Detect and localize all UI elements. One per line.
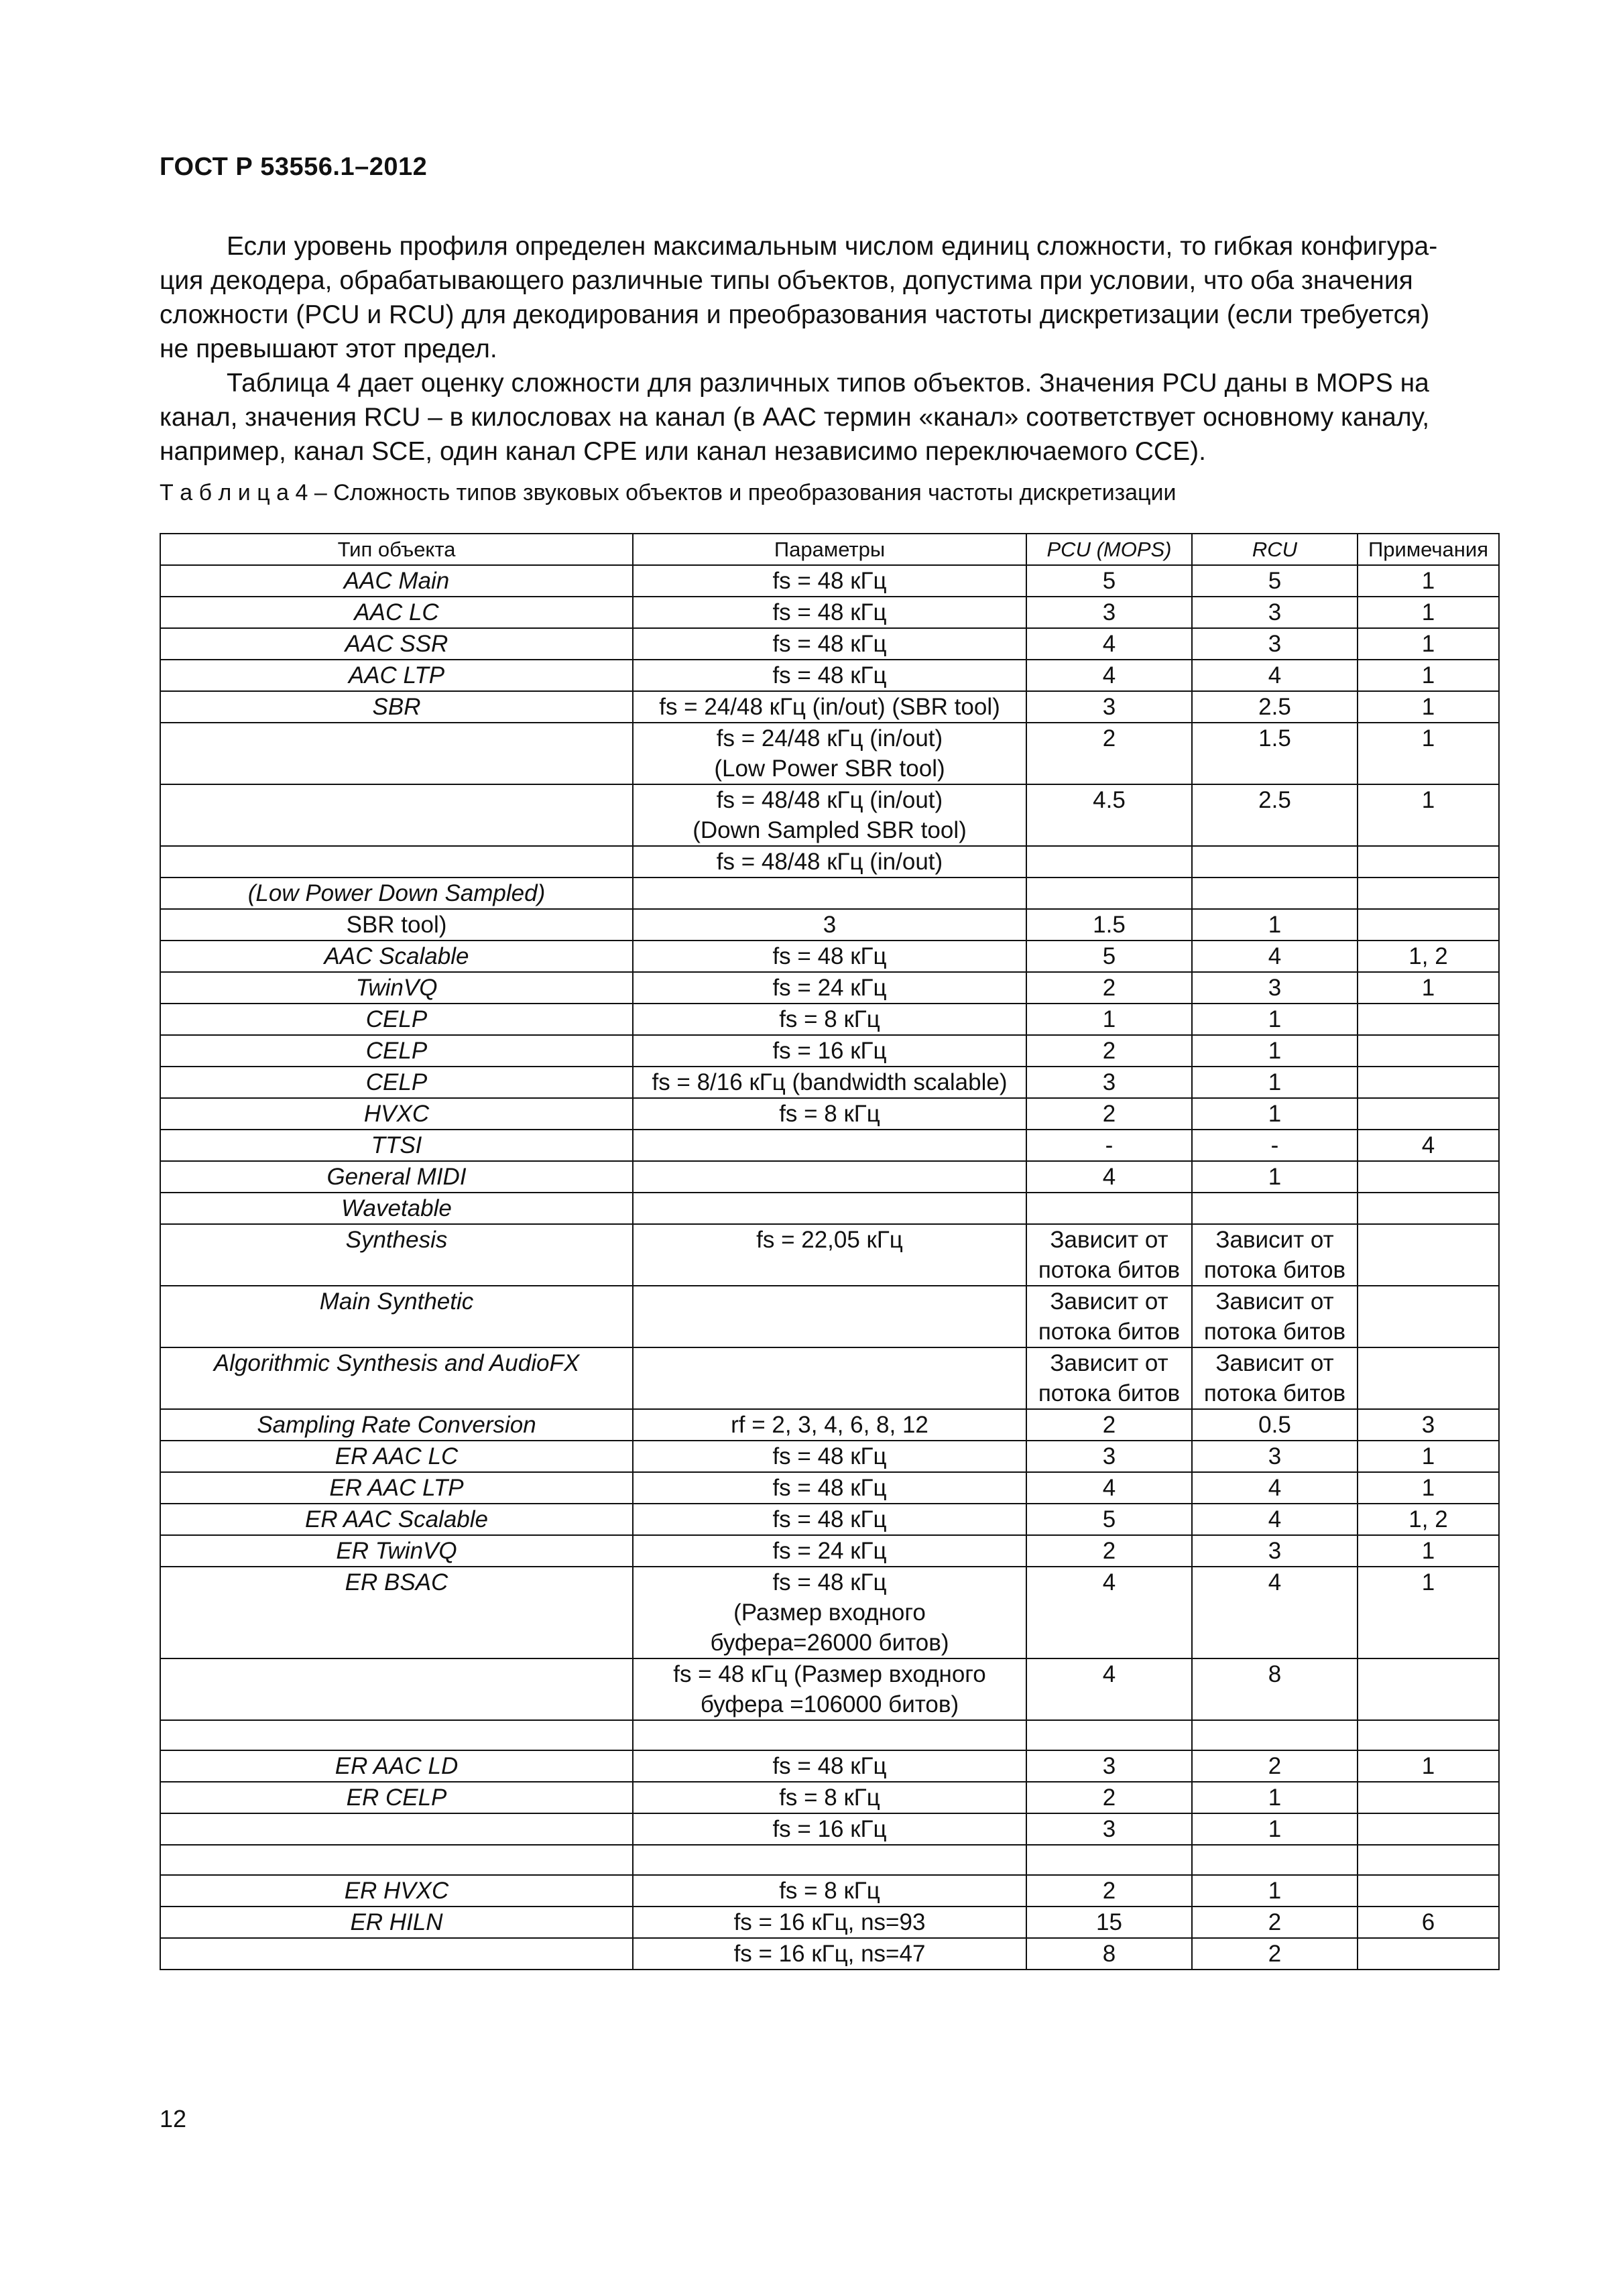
cell-notes: [1358, 1720, 1499, 1750]
cell-notes: [1358, 878, 1499, 909]
paragraph-2-line: например, канал SCE, один канал CPE или канал независимо переключаемого CCE).: [160, 437, 1206, 466]
cell-pcu: 2: [1026, 723, 1192, 784]
cell-object-type: Synthesis: [160, 1224, 633, 1286]
cell-rcu: 3: [1192, 628, 1358, 660]
cell-rcu: [1192, 1193, 1358, 1224]
cell-parameters: fs = 48 кГц (Размер входного буфера =106000 битов): [633, 1658, 1026, 1720]
cell-notes: [1358, 1875, 1499, 1907]
cell-pcu: -: [1026, 1130, 1192, 1161]
cell-pcu: 4: [1026, 1472, 1192, 1504]
cell-rcu: 3: [1192, 972, 1358, 1004]
cell-rcu: 3: [1192, 1535, 1358, 1567]
cell-pcu: 8: [1026, 1938, 1192, 1970]
cell-object-type: ER AAC LC: [160, 1441, 633, 1472]
cell-notes: [1358, 1193, 1499, 1224]
cell-rcu: 4: [1192, 660, 1358, 691]
paragraph-2: [160, 366, 1498, 469]
cell-pcu: 2: [1026, 1035, 1192, 1067]
cell-notes: [1358, 1813, 1499, 1845]
paragraph-2-line: канал, значения RCU – в килословах на канал (в AAC термин «канал» соответствует основному каналу,: [160, 403, 1430, 432]
cell-notes: [1358, 1098, 1499, 1130]
cell-rcu: 4: [1192, 1472, 1358, 1504]
paragraph-2-line: Таблица 4 дает оценку сложности для различных типов объектов. Значения PCU даны в MOPS на: [227, 369, 1429, 398]
cell-notes: [1358, 1161, 1499, 1193]
cell-rcu: 1: [1192, 1813, 1358, 1845]
cell-rcu: 2: [1192, 1907, 1358, 1938]
cell-rcu: 1: [1192, 909, 1358, 941]
cell-rcu: 2: [1192, 1938, 1358, 1970]
table-row: [160, 1938, 1499, 1970]
cell-object-type: [160, 1938, 633, 1970]
cell-notes: [1358, 1845, 1499, 1875]
cell-rcu: 0.5: [1192, 1409, 1358, 1441]
cell-parameters: fs = 48 кГц: [633, 628, 1026, 660]
cell-pcu: 1.5: [1026, 909, 1192, 941]
cell-notes: 1: [1358, 565, 1499, 597]
cell-parameters: fs = 24/48 кГц (in/out) (SBR tool): [633, 691, 1026, 723]
cell-notes: [1358, 1035, 1499, 1067]
complexity-table: [160, 533, 1500, 1970]
cell-notes: [1358, 909, 1499, 941]
cell-notes: 1: [1358, 1535, 1499, 1567]
cell-object-type: [160, 1658, 633, 1720]
cell-parameters: [633, 1845, 1026, 1875]
table-row: [160, 1720, 1499, 1750]
cell-rcu: 1: [1192, 1098, 1358, 1130]
cell-rcu: 4: [1192, 941, 1358, 972]
cell-rcu: 5: [1192, 565, 1358, 597]
table-body: [160, 565, 1499, 1970]
cell-object-type: AAC LC: [160, 597, 633, 628]
cell-pcu: [1026, 1720, 1192, 1750]
cell-notes: 1: [1358, 597, 1499, 628]
table-row: [160, 1875, 1499, 1907]
table-row: [160, 1504, 1499, 1535]
table-row: [160, 1813, 1499, 1845]
cell-parameters: fs = 24 кГц: [633, 972, 1026, 1004]
table-header-row: [160, 534, 1499, 565]
cell-notes: 1, 2: [1358, 1504, 1499, 1535]
table-row: [160, 1782, 1499, 1813]
cell-pcu: 3: [1026, 1067, 1192, 1098]
cell-pcu: 3: [1026, 1750, 1192, 1782]
cell-object-type: [160, 1845, 633, 1875]
cell-parameters: fs = 16 кГц: [633, 1035, 1026, 1067]
cell-object-type: [160, 723, 633, 784]
cell-parameters: fs = 24/48 кГц (in/out) (Low Power SBR tool): [633, 723, 1026, 784]
cell-parameters: fs = 16 кГц, ns=93: [633, 1907, 1026, 1938]
cell-pcu: 15: [1026, 1907, 1192, 1938]
cell-parameters: fs = 48 кГц: [633, 1750, 1026, 1782]
cell-object-type: ER CELP: [160, 1782, 633, 1813]
cell-parameters: [633, 1347, 1026, 1409]
paragraph-1-line: сложности (PCU и RCU) для декодирования и преобразования частоты дискретизации (если требуется): [160, 300, 1430, 329]
cell-pcu: 2: [1026, 1875, 1192, 1907]
cell-object-type: ER TwinVQ: [160, 1535, 633, 1567]
cell-parameters: fs = 8 кГц: [633, 1098, 1026, 1130]
table-row: [160, 1845, 1499, 1875]
cell-parameters: [633, 1193, 1026, 1224]
cell-rcu: 1: [1192, 1782, 1358, 1813]
table-row: [160, 846, 1499, 878]
header-rcu: RCU: [1192, 534, 1358, 565]
cell-pcu: 1: [1026, 1004, 1192, 1035]
cell-notes: 1: [1358, 628, 1499, 660]
table-row: [160, 1409, 1499, 1441]
cell-object-type: SBR: [160, 691, 633, 723]
cell-notes: 1, 2: [1358, 941, 1499, 972]
cell-parameters: fs = 48 кГц: [633, 1504, 1026, 1535]
table-row: [160, 784, 1499, 846]
table-row: [160, 909, 1499, 941]
cell-parameters: fs = 48 кГц (Размер входного буфера=26000 битов): [633, 1567, 1026, 1658]
cell-object-type: Algorithmic Synthesis and AudioFX: [160, 1347, 633, 1409]
paragraph-1-line: ция декодера, обрабатывающего различные типы объектов, допустима при условии, что оба значения: [160, 266, 1413, 295]
cell-rcu: 2.5: [1192, 784, 1358, 846]
cell-parameters: fs = 8 кГц: [633, 1875, 1026, 1907]
cell-object-type: CELP: [160, 1004, 633, 1035]
cell-notes: 1: [1358, 784, 1499, 846]
cell-parameters: fs = 48 кГц: [633, 1441, 1026, 1472]
table-row: [160, 1907, 1499, 1938]
cell-rcu: [1192, 1845, 1358, 1875]
cell-pcu: 2: [1026, 1535, 1192, 1567]
cell-notes: 1: [1358, 1567, 1499, 1658]
cell-object-type: ER HVXC: [160, 1875, 633, 1907]
cell-object-type: General MIDI: [160, 1161, 633, 1193]
cell-object-type: AAC SSR: [160, 628, 633, 660]
cell-object-type: SBR tool): [160, 909, 633, 941]
cell-object-type: AAC Scalable: [160, 941, 633, 972]
table-row: [160, 660, 1499, 691]
table-row: [160, 628, 1499, 660]
cell-parameters: fs = 22,05 кГц: [633, 1224, 1026, 1286]
cell-object-type: ER HILN: [160, 1907, 633, 1938]
table-row: [160, 1535, 1499, 1567]
cell-parameters: fs = 48 кГц: [633, 941, 1026, 972]
cell-pcu: 2: [1026, 1782, 1192, 1813]
cell-pcu: [1026, 1193, 1192, 1224]
cell-notes: [1358, 1286, 1499, 1347]
cell-notes: [1358, 1782, 1499, 1813]
cell-notes: [1358, 1004, 1499, 1035]
cell-parameters: fs = 16 кГц, ns=47: [633, 1938, 1026, 1970]
cell-object-type: CELP: [160, 1067, 633, 1098]
cell-pcu: 2: [1026, 1409, 1192, 1441]
cell-pcu: 4.5: [1026, 784, 1192, 846]
table-row: [160, 1567, 1499, 1658]
cell-parameters: [633, 1286, 1026, 1347]
table-row: [160, 941, 1499, 972]
table-row: [160, 1472, 1499, 1504]
cell-object-type: AAC Main: [160, 565, 633, 597]
cell-object-type: ER AAC LTP: [160, 1472, 633, 1504]
cell-object-type: ER BSAC: [160, 1567, 633, 1658]
cell-rcu: Зависит от потока битов: [1192, 1286, 1358, 1347]
cell-pcu: Зависит от потока битов: [1026, 1347, 1192, 1409]
cell-pcu: [1026, 1845, 1192, 1875]
cell-pcu: 5: [1026, 565, 1192, 597]
cell-pcu: [1026, 846, 1192, 878]
cell-pcu: 2: [1026, 972, 1192, 1004]
cell-parameters: rf = 2, 3, 4, 6, 8, 12: [633, 1409, 1026, 1441]
cell-parameters: 3: [633, 909, 1026, 941]
cell-rcu: 1: [1192, 1875, 1358, 1907]
cell-parameters: fs = 48/48 кГц (in/out) (Down Sampled SBR tool): [633, 784, 1026, 846]
cell-object-type: CELP: [160, 1035, 633, 1067]
cell-rcu: [1192, 1720, 1358, 1750]
cell-rcu: 2.5: [1192, 691, 1358, 723]
table-row: [160, 565, 1499, 597]
cell-parameters: [633, 1161, 1026, 1193]
header-parameters: Параметры: [633, 534, 1026, 565]
table-row: [160, 691, 1499, 723]
cell-pcu: 3: [1026, 1441, 1192, 1472]
table-row: [160, 1035, 1499, 1067]
cell-object-type: Main Synthetic: [160, 1286, 633, 1347]
table-row: [160, 1130, 1499, 1161]
table-row: [160, 597, 1499, 628]
cell-notes: [1358, 1067, 1499, 1098]
cell-object-type: HVXC: [160, 1098, 633, 1130]
cell-parameters: fs = 48 кГц: [633, 597, 1026, 628]
table-row: [160, 1224, 1499, 1286]
cell-parameters: [633, 1130, 1026, 1161]
document-header: ГОСТ Р 53556.1–2012: [160, 153, 428, 181]
cell-object-type: TwinVQ: [160, 972, 633, 1004]
paragraph-1: [160, 229, 1498, 366]
cell-notes: 1: [1358, 1441, 1499, 1472]
table-row: [160, 1347, 1499, 1409]
cell-object-type: AAC LTP: [160, 660, 633, 691]
cell-pcu: 2: [1026, 1098, 1192, 1130]
cell-parameters: fs = 16 кГц: [633, 1813, 1026, 1845]
cell-parameters: [633, 1720, 1026, 1750]
paragraph-1-line: не превышают этот предел.: [160, 335, 497, 363]
cell-rcu: 1: [1192, 1067, 1358, 1098]
cell-parameters: fs = 48/48 кГц (in/out): [633, 846, 1026, 878]
cell-rcu: -: [1192, 1130, 1358, 1161]
cell-notes: [1358, 1938, 1499, 1970]
cell-parameters: fs = 8 кГц: [633, 1004, 1026, 1035]
cell-object-type: TTSI: [160, 1130, 633, 1161]
cell-notes: [1358, 1658, 1499, 1720]
cell-notes: 1: [1358, 1472, 1499, 1504]
cell-parameters: fs = 48 кГц: [633, 1472, 1026, 1504]
cell-pcu: 4: [1026, 1567, 1192, 1658]
cell-rcu: 1.5: [1192, 723, 1358, 784]
table-row: [160, 878, 1499, 909]
table-row: [160, 1004, 1499, 1035]
cell-rcu: 3: [1192, 1441, 1358, 1472]
cell-pcu: 4: [1026, 660, 1192, 691]
cell-rcu: 1: [1192, 1161, 1358, 1193]
cell-parameters: fs = 8/16 кГц (bandwidth scalable): [633, 1067, 1026, 1098]
cell-pcu: 3: [1026, 691, 1192, 723]
table-row: [160, 723, 1499, 784]
cell-pcu: 4: [1026, 1658, 1192, 1720]
cell-notes: [1358, 1347, 1499, 1409]
cell-notes: 1: [1358, 723, 1499, 784]
cell-rcu: 1: [1192, 1035, 1358, 1067]
table-row: [160, 1067, 1499, 1098]
cell-pcu: 5: [1026, 1504, 1192, 1535]
cell-parameters: [633, 878, 1026, 909]
cell-rcu: 2: [1192, 1750, 1358, 1782]
cell-object-type: [160, 1720, 633, 1750]
cell-object-type: [160, 1813, 633, 1845]
table-row: [160, 1658, 1499, 1720]
cell-rcu: 8: [1192, 1658, 1358, 1720]
header-pcu: PCU (MOPS): [1026, 534, 1192, 565]
cell-object-type: [160, 784, 633, 846]
cell-parameters: fs = 8 кГц: [633, 1782, 1026, 1813]
cell-parameters: fs = 48 кГц: [633, 565, 1026, 597]
cell-rcu: Зависит от потока битов: [1192, 1347, 1358, 1409]
cell-rcu: 1: [1192, 1004, 1358, 1035]
cell-rcu: 4: [1192, 1504, 1358, 1535]
table-row: [160, 972, 1499, 1004]
cell-notes: 6: [1358, 1907, 1499, 1938]
cell-parameters: fs = 48 кГц: [633, 660, 1026, 691]
cell-parameters: fs = 24 кГц: [633, 1535, 1026, 1567]
cell-rcu: [1192, 878, 1358, 909]
cell-notes: 3: [1358, 1409, 1499, 1441]
cell-pcu: Зависит от потока битов: [1026, 1224, 1192, 1286]
cell-notes: [1358, 846, 1499, 878]
cell-pcu: Зависит от потока битов: [1026, 1286, 1192, 1347]
cell-pcu: 3: [1026, 597, 1192, 628]
cell-rcu: Зависит от потока битов: [1192, 1224, 1358, 1286]
cell-notes: 1: [1358, 691, 1499, 723]
table-row: [160, 1441, 1499, 1472]
paragraph-1-line: Если уровень профиля определен максимальным числом единиц сложности, то гибкая конфигура-: [227, 232, 1438, 261]
cell-rcu: 4: [1192, 1567, 1358, 1658]
cell-pcu: [1026, 878, 1192, 909]
cell-rcu: [1192, 846, 1358, 878]
table-caption: Т а б л и ц а 4 – Сложность типов звуковых объектов и преобразования частоты дискретизации: [160, 480, 1177, 505]
table-row: [160, 1161, 1499, 1193]
cell-pcu: 4: [1026, 628, 1192, 660]
cell-notes: 1: [1358, 1750, 1499, 1782]
cell-object-type: ER AAC Scalable: [160, 1504, 633, 1535]
header-notes: Примечания: [1358, 534, 1499, 565]
cell-object-type: [160, 846, 633, 878]
cell-pcu: 4: [1026, 1161, 1192, 1193]
cell-notes: 4: [1358, 1130, 1499, 1161]
cell-object-type: (Low Power Down Sampled): [160, 878, 633, 909]
cell-notes: [1358, 1224, 1499, 1286]
cell-object-type: Wavetable: [160, 1193, 633, 1224]
cell-object-type: Sampling Rate Conversion: [160, 1409, 633, 1441]
page-number: 12: [160, 2105, 187, 2132]
cell-object-type: ER AAC LD: [160, 1750, 633, 1782]
cell-pcu: 3: [1026, 1813, 1192, 1845]
cell-pcu: 5: [1026, 941, 1192, 972]
table-row: [160, 1193, 1499, 1224]
cell-notes: 1: [1358, 660, 1499, 691]
cell-rcu: 3: [1192, 597, 1358, 628]
header-object-type: Тип объекта: [160, 534, 633, 565]
table-row: [160, 1750, 1499, 1782]
table-row: [160, 1286, 1499, 1347]
cell-notes: 1: [1358, 972, 1499, 1004]
table-row: [160, 1098, 1499, 1130]
